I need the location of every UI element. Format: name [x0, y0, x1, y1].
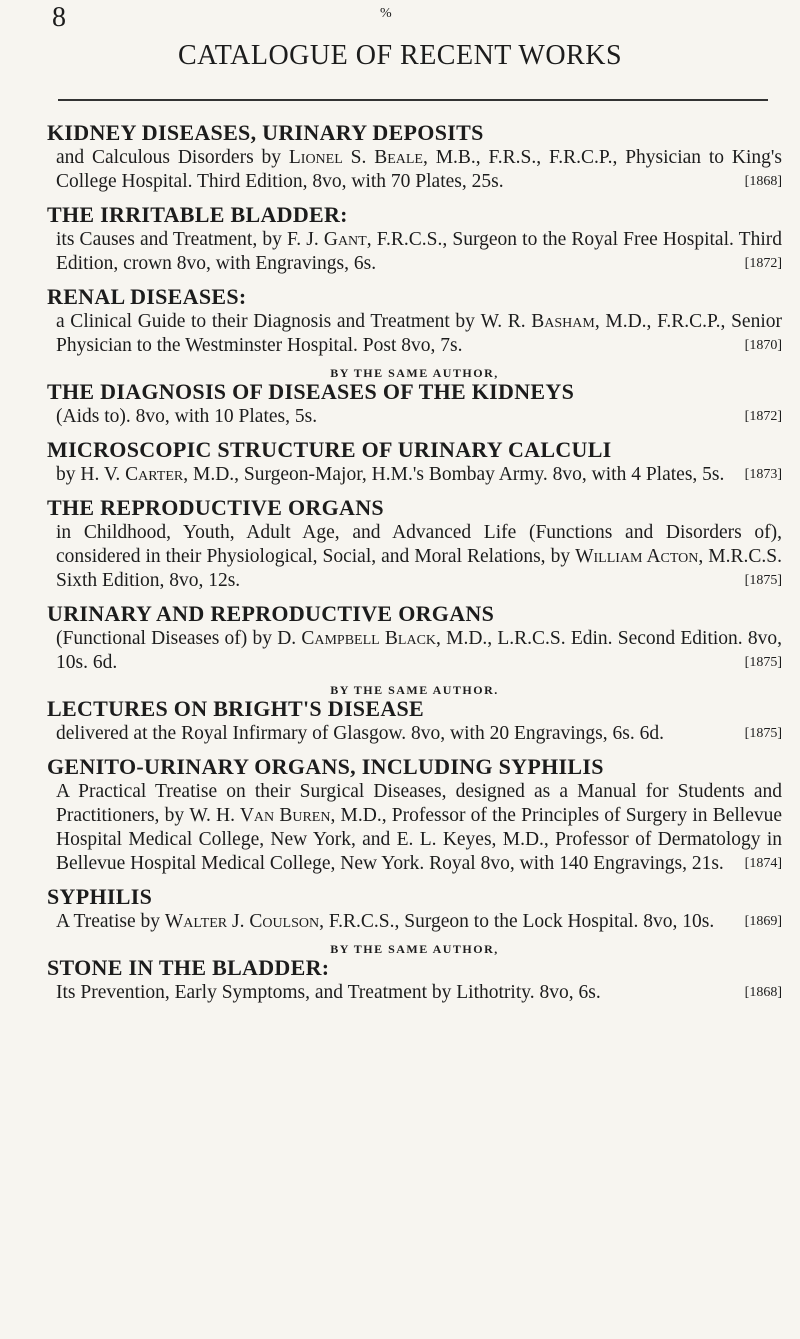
entry-title: GENITO-URINARY ORGANS, INCLUDING SYPHILIS: [47, 754, 604, 779]
description-text: A Practical Treatise on their Surgical Diseases, designed as a Manual for Students and Practitioners, by: [56, 781, 782, 826]
author-name: William Acton: [575, 546, 699, 567]
entry-description: [47, 463, 782, 487]
catalogue-entry: [47, 202, 782, 276]
catalogue-entry: [47, 754, 782, 876]
description-text: A Treatise by: [56, 911, 165, 932]
publication-year: [1872]: [744, 409, 782, 424]
header-rule: [58, 99, 768, 101]
entry-description: [47, 910, 782, 934]
running-head: CATALOGUE OF RECENT WORKS: [177, 40, 623, 71]
description-text: and Calculous Disorders by: [56, 147, 289, 168]
description-text: , M.R.C.S. Sixth Edition, 8vo, 12s.: [56, 546, 782, 591]
catalogue-entry: [47, 284, 782, 358]
entry-title: LECTURES ON BRIGHT'S DISEASE: [47, 696, 425, 721]
catalogue-entry: [47, 437, 782, 487]
author-name: D. Campbell Black: [277, 628, 437, 649]
description-text: (Functional Diseases of) by: [56, 628, 278, 649]
page-number: 8: [52, 2, 66, 33]
entry-description: [47, 780, 782, 876]
description-text: , M.D., L.R.C.S. Edin. Second Edition. 8vo, 10s. 6d.: [56, 628, 783, 673]
entry-description: [47, 405, 782, 429]
description-text: , F.R.C.S., Surgeon to the Royal Free Hospital. Third Edition, crown 8vo, with Engravings, 6s.: [56, 229, 782, 274]
description-text: its Causes and Treatment, by: [56, 229, 287, 250]
description-text: , M.D., Professor of the Principles of Surgery in Bellevue Hospital Medical College, New York, and E. L. Keyes, M.D., Professor of Dermatology in Bellevue Hospital Medical College, New York. Royal 8vo, with 140 Engravings, 21s.: [56, 805, 783, 874]
catalogue-list: [47, 120, 782, 1013]
printer-mark: %: [380, 6, 392, 21]
publication-year: [1875]: [744, 726, 782, 741]
entry-title: THE IRRITABLE BLADDER:: [47, 202, 348, 227]
entry-description: [47, 981, 782, 1005]
entry-description: [47, 146, 782, 194]
description-text: , M.B., F.R.S., F.R.C.P., Physician to King's College Hospital. Third Edition, 8vo, with 70 Plates, 25s.: [56, 147, 783, 192]
entry-description: [47, 521, 782, 593]
catalogue-entry: [47, 366, 782, 429]
author-name: F. J. Gant: [286, 229, 367, 250]
publication-year: [1870]: [744, 338, 782, 353]
author-name: W. R. Basham: [480, 311, 595, 332]
publication-year: [1872]: [744, 256, 782, 271]
author-name: Walter J. Coulson: [164, 911, 320, 932]
publication-year: [1868]: [744, 174, 782, 189]
description-text: , F.R.C.S., Surgeon to the Lock Hospital. 8vo, 10s.: [319, 911, 715, 932]
catalogue-entry: [47, 120, 782, 194]
entry-title: THE DIAGNOSIS OF DISEASES OF THE KIDNEYS: [47, 379, 575, 404]
entry-title: URINARY AND REPRODUCTIVE ORGANS: [47, 601, 495, 626]
entry-title: STONE IN THE BLADDER:: [47, 955, 330, 980]
same-author-note: BY THE SAME AUTHOR.: [330, 683, 499, 697]
entry-title: MICROSCOPIC STRUCTURE OF URINARY CALCULI: [47, 437, 612, 462]
description-text: by: [56, 464, 81, 485]
author-name: W. H. Van Buren: [189, 805, 331, 826]
description-text: delivered at the Royal Infirmary of Glasgow. 8vo, with 20 Engravings, 6s. 6d.: [56, 723, 664, 744]
catalogue-entry: [47, 884, 782, 934]
author-name: H. V. Carter: [80, 464, 184, 485]
catalogue-entry: [47, 942, 782, 1005]
description-text: , M.D., Surgeon-Major, H.M.'s Bombay Army. 8vo, with 4 Plates, 5s.: [183, 464, 725, 485]
publication-year: [1869]: [744, 914, 782, 929]
publication-year: [1875]: [744, 573, 782, 588]
publication-year: [1874]: [744, 856, 782, 871]
publication-year: [1875]: [744, 655, 782, 670]
catalogue-entry: [47, 683, 782, 746]
description-text: (Aids to). 8vo, with 10 Plates, 5s.: [56, 406, 318, 427]
entry-title: RENAL DISEASES:: [47, 284, 247, 309]
publication-year: [1873]: [744, 467, 782, 482]
description-text: a Clinical Guide to their Diagnosis and Treatment by: [56, 311, 481, 332]
entry-description: [47, 310, 782, 358]
description-text: , M.D., F.R.C.P., Senior Physician to the Westminster Hospital. Post 8vo, 7s.: [56, 311, 782, 356]
entry-title: KIDNEY DISEASES, URINARY DEPOSITS: [47, 120, 484, 145]
entry-description: [47, 722, 782, 746]
author-name: Lionel S. Beale: [288, 147, 423, 168]
entry-description: [47, 228, 782, 276]
description-text: in Childhood, Youth, Adult Age, and Advanced Life (Functions and Disorders of), considered in their Physiological, Social, and Moral Relations, by: [56, 522, 782, 567]
catalogue-entry: [47, 601, 782, 675]
publication-year: [1868]: [744, 985, 782, 1000]
same-author-note: BY THE SAME AUTHOR,: [330, 366, 499, 380]
entry-description: [47, 627, 782, 675]
same-author-note: BY THE SAME AUTHOR,: [330, 942, 499, 956]
entry-title: THE REPRODUCTIVE ORGANS: [47, 495, 384, 520]
entry-title: SYPHILIS: [47, 884, 153, 909]
catalogue-entry: [47, 495, 782, 593]
description-text: Its Prevention, Early Symptoms, and Treatment by Lithotrity. 8vo, 6s.: [56, 982, 601, 1003]
